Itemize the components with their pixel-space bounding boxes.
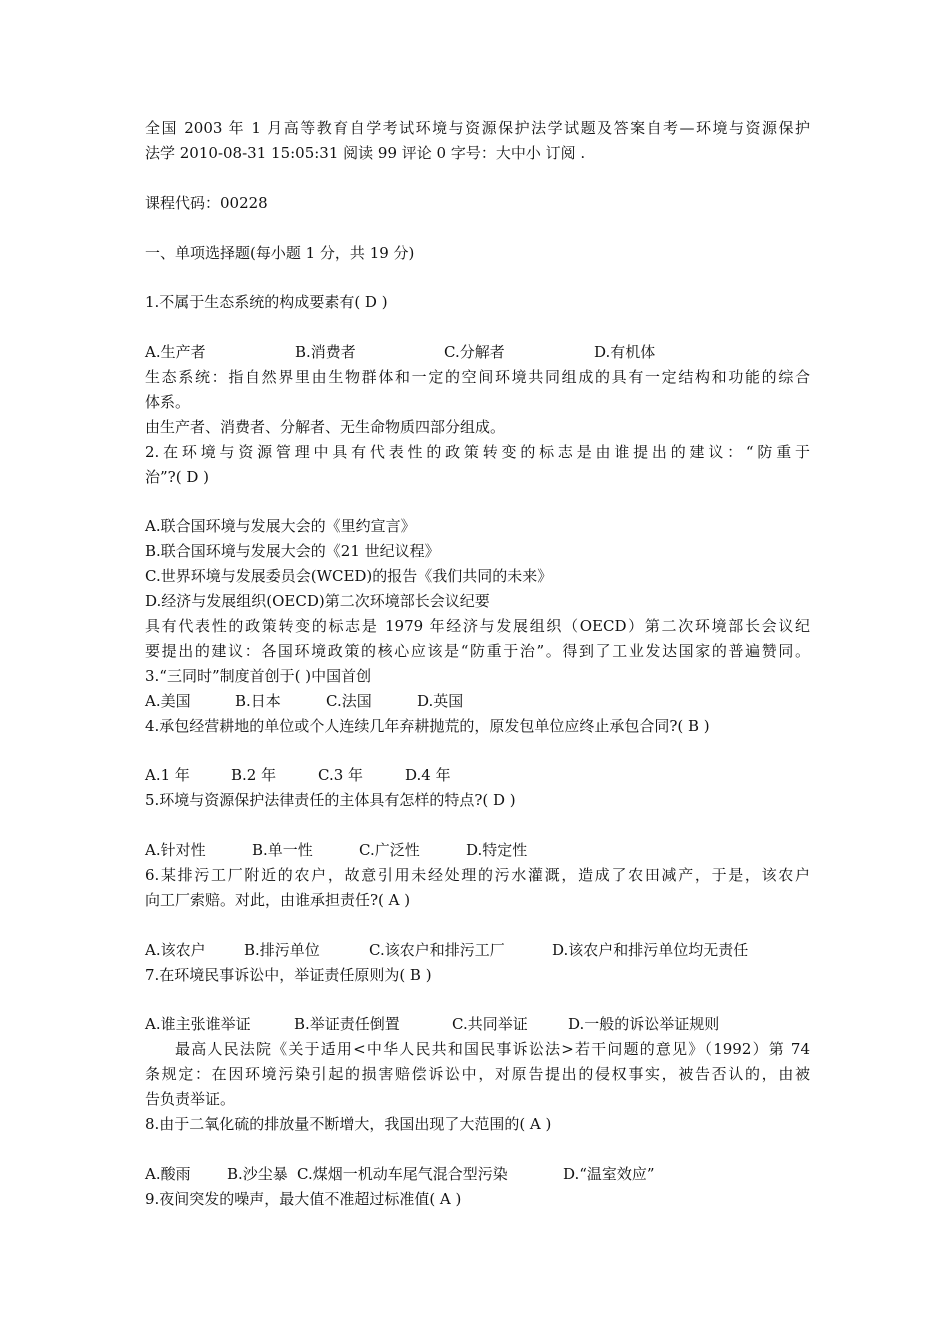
q5-option-a: A.针对性 xyxy=(145,841,206,860)
q4-option-d: D.4 年 xyxy=(405,766,451,785)
section-title: 一、单项选择题(每小题 1 分，共 19 分) xyxy=(145,243,415,262)
q1-note-line1: 生态系统：指自然界里由生物群体和一定的空间环境共同组成的具有一定结构和功能的综合 xyxy=(145,368,810,386)
question-1-options xyxy=(145,340,810,365)
q3-option-b: B.日本 xyxy=(235,691,281,710)
q1-option-d: D.有机体 xyxy=(594,343,656,362)
q5-option-b: B.单一性 xyxy=(252,841,313,860)
q5-option-c: C.广泛性 xyxy=(359,841,420,860)
q2-option-a: A.联合国环境与发展大会的《里约宣言》 xyxy=(145,517,416,536)
question-3-options xyxy=(145,689,810,714)
q3-option-a: A.美国 xyxy=(145,691,191,710)
q6-option-b: B.排污单位 xyxy=(244,940,320,959)
question-6-stem-line2: 向工厂索赔。对此，由谁承担责任?( A ) xyxy=(145,890,411,909)
q8-option-a: A.酸雨 xyxy=(145,1164,191,1183)
question-7-stem: 7.在环境民事诉讼中，举证责任原则为( B ) xyxy=(145,965,432,984)
q7-option-c: C.共同举证 xyxy=(452,1015,528,1034)
q7-option-a: A.谁主张谁举证 xyxy=(145,1015,251,1034)
q8-option-d: D.“温室效应” xyxy=(563,1164,655,1183)
q5-option-d: D.特定性 xyxy=(466,841,528,860)
q1-option-c: C.分解者 xyxy=(444,343,505,362)
question-6-stem-line1: 6.某排污工厂附近的农户，故意引用未经处理的污水灌溉，造成了农田减产，于是，该农户 xyxy=(145,866,810,885)
q1-option-b: B.消费者 xyxy=(295,343,356,362)
q6-option-c: C.该农户和排污工厂 xyxy=(369,940,505,959)
q6-option-a: A.该农户 xyxy=(145,940,206,959)
q6-option-d: D.该农户和排污单位均无责任 xyxy=(552,940,749,959)
q7-note-line2: 条规定：在因环境污染引起的损害赔偿诉讼中，对原告提出的侵权事实，被告否认的，由被 xyxy=(145,1065,810,1084)
question-4-stem: 4.承包经营耕地的单位或个人连续几年弃耕抛荒的，原发包单位应终止承包合同?( B ) xyxy=(145,716,710,735)
question-2-stem-line2: 治”?( D ) xyxy=(145,467,209,486)
q8-option-b: B.沙尘暴 xyxy=(227,1164,288,1183)
q2-option-d: D.经济与发展组织(OECD)第二次环境部长会议纪要 xyxy=(145,592,490,611)
question-6-options xyxy=(145,938,810,963)
course-code: 课程代码：00228 xyxy=(145,193,268,212)
q7-note-line3: 告负责举证。 xyxy=(145,1090,236,1109)
q2-note-line2: 要提出的建议：各国环境政策的核心应该是“防重于治”。得到了工业发达国家的普遍赞同。 xyxy=(145,641,810,660)
q1-option-a: A.生产者 xyxy=(145,343,206,362)
q7-note-line1: 最高人民法院《关于适用<中华人民共和国民事诉讼法>若干问题的意见》（1992）第 74 xyxy=(175,1040,810,1059)
question-8-stem: 8.由于二氧化硫的排放量不断增大，我国出现了大范围的( A ) xyxy=(145,1115,552,1134)
header-title-line2: 法学 2010-08-31 15:05:31 阅读 99 评论 0 字号：大中小 订阅 . xyxy=(145,143,586,162)
q2-option-c: C.世界环境与发展委员会(WCED)的报告《我们共同的未来》 xyxy=(145,567,553,586)
question-1-stem: 1.不属于生态系统的构成要素有( D ) xyxy=(145,293,388,312)
question-7-options xyxy=(145,1012,810,1037)
q4-option-a: A.1 年 xyxy=(145,766,190,785)
q3-option-c: C.法国 xyxy=(326,691,372,710)
question-9-stem: 9.夜间突发的噪声，最大值不准超过标准值( A ) xyxy=(145,1189,462,1208)
q1-note-line2: 体系。 xyxy=(145,392,191,411)
q1-note-line3: 由生产者、消费者、分解者、无生命物质四部分组成。 xyxy=(145,417,506,436)
question-3-stem: 3.“三同时”制度首创于( )中国首创 xyxy=(145,666,372,685)
question-8-options xyxy=(145,1162,810,1187)
q7-option-d: D.一般的诉讼举证规则 xyxy=(568,1015,720,1034)
question-2-stem-line1: 2.在环境与资源管理中具有代表性的政策转变的标志是由谁提出的建议：“防重于 xyxy=(145,442,810,461)
header-title-line1: 全国 2003 年 1 月高等教育自学考试环境与资源保护法学试题及答案自考—环境与资源保护 xyxy=(145,119,810,137)
question-5-stem: 5.环境与资源保护法律责任的主体具有怎样的特点?( D ) xyxy=(145,791,516,810)
q2-note-line1: 具有代表性的政策转变的标志是 1979 年经济与发展组织（OECD）第二次环境部长会议纪 xyxy=(145,617,810,636)
q4-option-b: B.2 年 xyxy=(231,766,277,785)
question-5-options xyxy=(145,838,810,863)
document-page xyxy=(145,116,810,1212)
q2-option-b: B.联合国环境与发展大会的《21 世纪议程》 xyxy=(145,542,440,561)
q4-option-c: C.3 年 xyxy=(318,766,364,785)
question-4-options xyxy=(145,763,810,788)
q8-option-c: C.煤烟一机动车尾气混合型污染 xyxy=(297,1164,508,1183)
q3-option-d: D.英国 xyxy=(417,691,464,710)
q7-option-b: B.举证责任倒置 xyxy=(294,1015,400,1034)
